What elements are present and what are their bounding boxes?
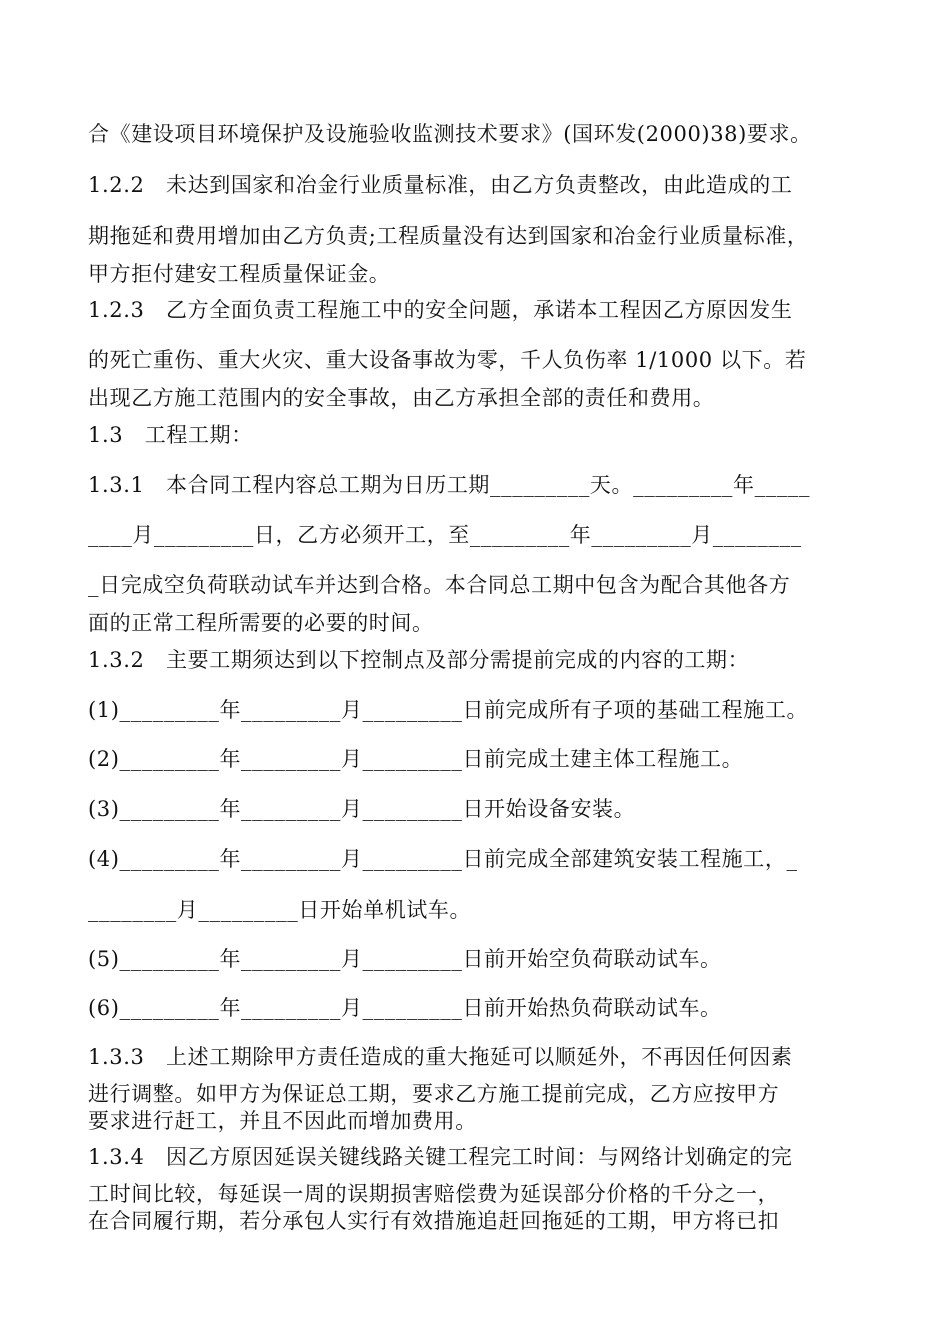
milestone-item: (2)_________年_________月_________日前完成土建主体工程施工。 — [88, 747, 744, 771]
text-line: 甲方拒付建安工程质量保证金。 — [88, 262, 391, 286]
text-line: 1.3.1 本合同工程内容总工期为日历工期_________天。_________年_____ — [88, 473, 811, 497]
milestone-item: (4)_________年_________月_________日前完成全部建筑安装工程施工，_ — [88, 847, 798, 871]
text-line: 1.2.2 未达到国家和冶金行业质量标准，由乙方负责整改，由此造成的工 — [88, 173, 793, 197]
text-line: 1.3.2 主要工期须达到以下控制点及部分需提前完成的内容的工期： — [88, 648, 750, 672]
text-line: 的死亡重伤、重大火灾、重大设备事故为零，千人负伤率 1/1000 以下。若 — [88, 348, 807, 372]
text-line: 合《建设项目环境保护及设施验收监测技术要求》(国环发(2000)38)要求。 — [88, 122, 812, 146]
text-line: 要求进行赶工，并且不因此而增加费用。 — [88, 1109, 477, 1133]
text-line: 工时间比较，每延误一周的误期损害赔偿费为延误部分价格的千分之一， — [88, 1182, 780, 1206]
text-line: 出现乙方施工范围内的安全事故，由乙方承担全部的责任和费用。 — [88, 386, 715, 410]
text-line: 在合同履行期，若分承包人实行有效措施追赶回拖延的工期，甲方将已扣 — [88, 1209, 780, 1233]
text-line: 期拖延和费用增加由乙方负责;工程质量没有达到国家和冶金行业质量标准， — [88, 224, 809, 248]
text-line: 面的正常工程所需要的必要的时间。 — [88, 611, 434, 635]
section-heading: 1.3 工程工期： — [88, 423, 253, 447]
text-line: 1.3.3 上述工期除甲方责任造成的重大拖延可以顺延外，不再因任何因素 — [88, 1045, 793, 1069]
milestone-item: (3)_________年_________月_________日开始设备安装。 — [88, 797, 636, 821]
text-line: 1.3.4 因乙方原因延误关键线路关键工程完工时间：与网络计划确定的完 — [88, 1145, 793, 1169]
milestone-item: (5)_________年_________月_________日前开始空负荷联动试车。 — [88, 947, 722, 971]
text-line: _日完成空负荷联动试车并达到合格。本合同总工期中包含为配合其他各方 — [88, 573, 791, 597]
text-line: ____月_________日，乙方必须开工，至_________年_________月________ — [88, 523, 802, 547]
text-line: 进行调整。如甲方为保证总工期，要求乙方施工提前完成，乙方应按甲方 — [88, 1082, 780, 1106]
milestone-item: (6)_________年_________月_________日前开始热负荷联动试车。 — [88, 996, 722, 1020]
milestone-item: (1)_________年_________月_________日前完成所有子项的基础工程施工。 — [88, 698, 809, 722]
milestone-item: ________月_________日开始单机试车。 — [88, 898, 472, 922]
text-line: 1.2.3 乙方全面负责工程施工中的安全问题，承诺本工程因乙方原因发生 — [88, 298, 793, 322]
